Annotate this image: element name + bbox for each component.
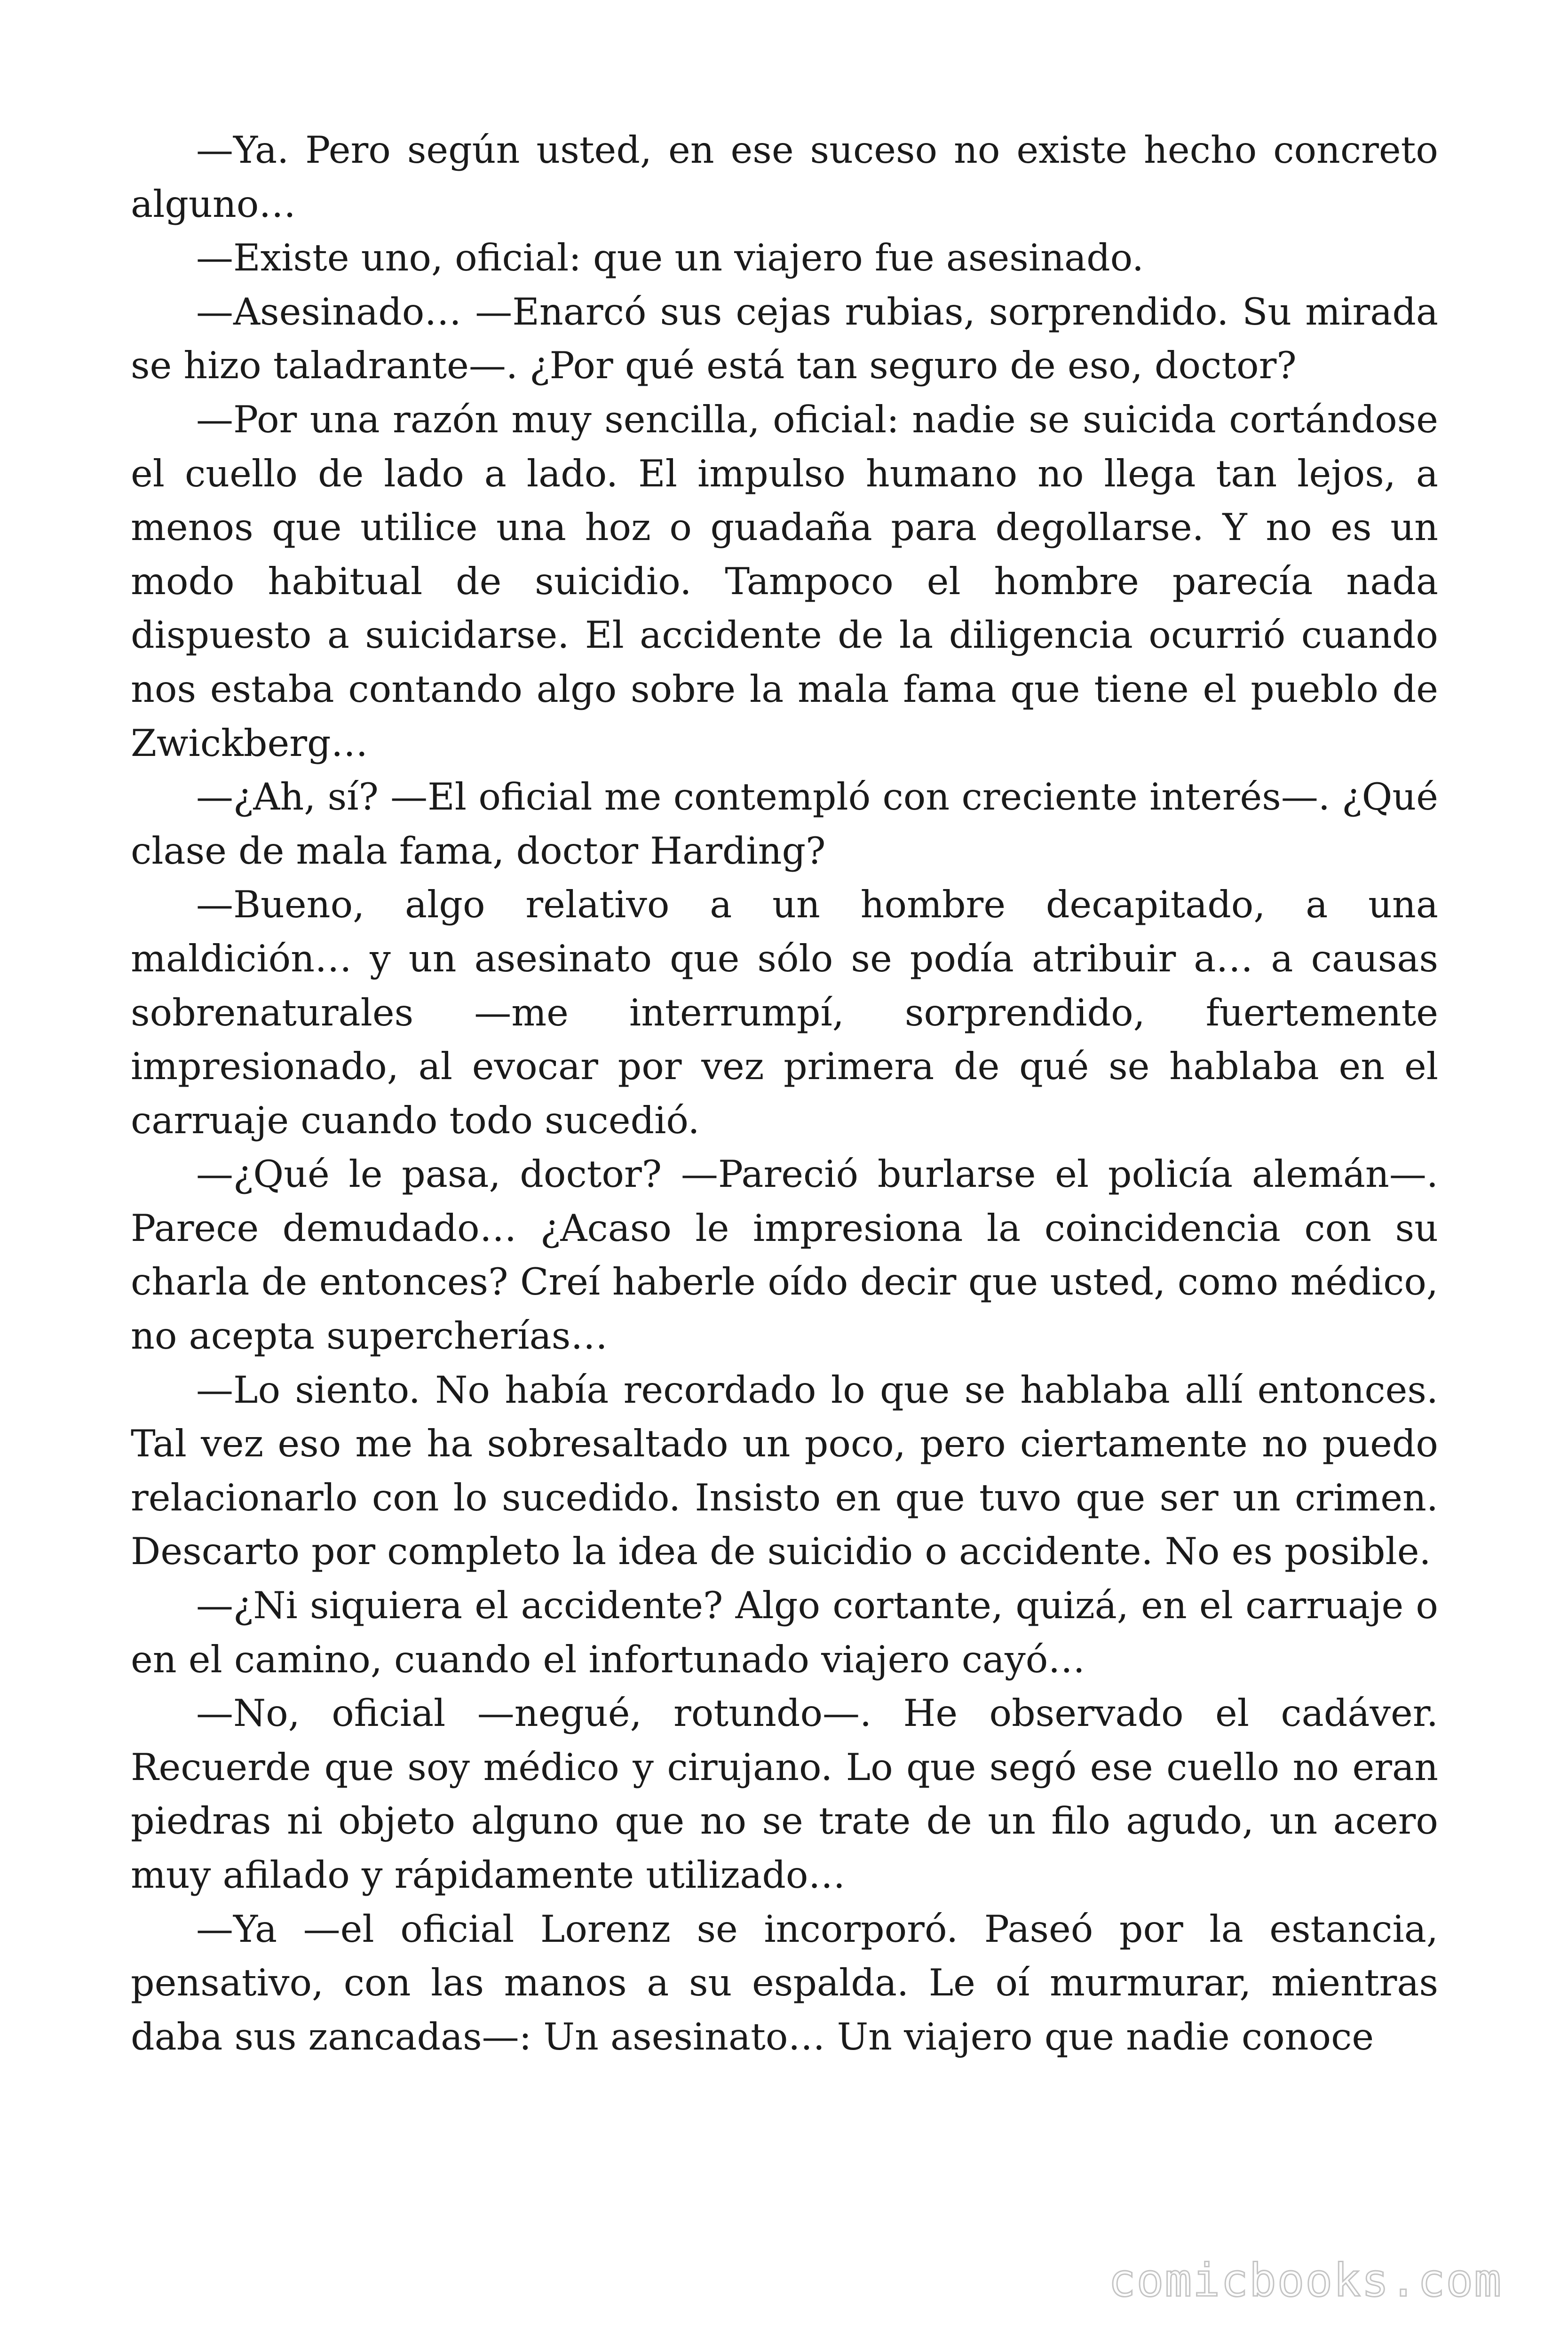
body-text bbox=[131, 123, 1438, 2064]
paragraph: —¿Ni siquiera el accidente? Algo cortante, quizá, en el carruaje o en el camino, cuando el infortunado viajero cayó… bbox=[131, 1584, 1438, 1681]
watermark: comicbooks.com bbox=[1108, 2254, 1502, 2307]
paragraph: —Lo siento. No había recordado lo que se hablaba allí entonces. Tal vez eso me ha sobresaltado un poco, pero ciertamente no puedo relacionarlo con lo sucedido. Insisto en que tuvo que ser un crimen. Descarto por completo la idea de suicidio o accidente. No es posible. bbox=[131, 1368, 1438, 1573]
paragraph: —No, oficial —negué, rotundo—. He observado el cadáver. Recuerde que soy médico y cirujano. Lo que segó ese cuello no eran piedras ni objeto alguno que no se trate de un filo agudo, un acero muy afilado y rápidamente utilizado… bbox=[131, 1692, 1438, 1897]
paragraph: —Asesinado… —Enarcó sus cejas rubias, sorprendido. Su mirada se hizo taladrante—. ¿Por qué está tan seguro de eso, doctor? bbox=[131, 290, 1438, 388]
paragraph: —Ya. Pero según usted, en ese suceso no existe hecho concreto alguno… bbox=[131, 128, 1438, 226]
paragraph: —¿Qué le pasa, doctor? —Pareció burlarse el policía alemán—. Parece demudado… ¿Acaso le impresiona la coincidencia con su charla de entonces? Creí haberle oído decir que usted, como médico, no acepta supercherías… bbox=[131, 1152, 1438, 1358]
paragraph: —Ya —el oficial Lorenz se incorporó. Paseó por la estancia, pensativo, con las manos a su espalda. Le oí murmurar, mientras daba sus zancadas—: Un asesinato… Un viajero que nadie conoce bbox=[131, 1907, 1438, 2058]
paragraph: —Por una razón muy sencilla, oficial: nadie se suicida cortándose el cuello de lado a lado. El impulso humano no llega tan lejos, a menos que utilice una hoz o guadaña para degollarse. Y no es un modo habitual de suicidio. Tampoco el hombre parecía nada dispuesto a suicidarse. El accidente de la diligencia ocurrió cuando nos estaba contando algo sobre la mala fama que tiene el pueblo de Zwickberg… bbox=[131, 397, 1438, 765]
paragraph: —Existe uno, oficial: que un viajero fue asesinado. bbox=[196, 236, 1144, 280]
paragraph: —¿Ah, sí? —El oficial me contempló con creciente interés—. ¿Qué clase de mala fama, doctor Harding? bbox=[131, 775, 1438, 873]
paragraph: —Bueno, algo relativo a un hombre decapitado, a una maldición… y un asesinato que sólo se podía atribuir a… a causas sobrenaturales —me interrumpí, sorprendido, fuertemente impresionado, al evocar por vez primera de qué se hablaba en el carruaje cuando todo sucedió. bbox=[131, 883, 1438, 1142]
